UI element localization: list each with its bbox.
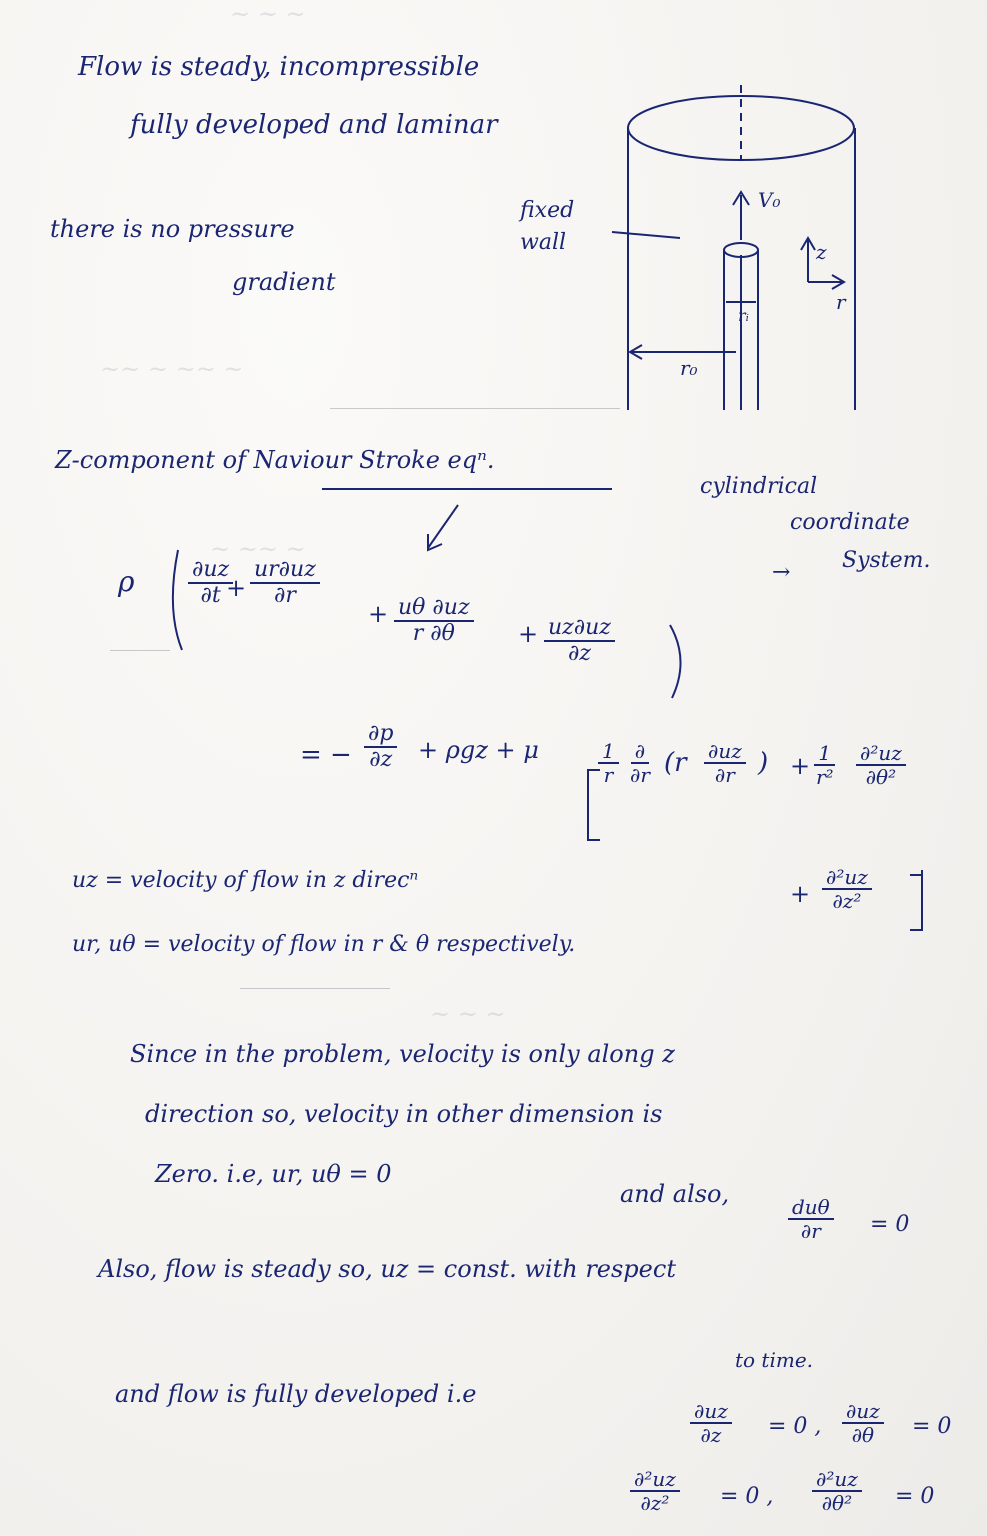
denominator: ∂θ² xyxy=(821,1491,853,1515)
coord-line-2: coordinate xyxy=(790,510,910,535)
uz-definition: uz = velocity of flow in z direcⁿ xyxy=(72,868,419,893)
fixed-wall-label-2: wall xyxy=(520,230,567,255)
term-convective-z xyxy=(544,616,615,666)
v0-label: V₀ xyxy=(758,188,781,212)
plus-sign: + xyxy=(226,574,247,602)
coord-line-1: cylindrical xyxy=(700,474,818,499)
denominator: ∂z² xyxy=(832,889,862,913)
denominator: ∂z² xyxy=(640,1491,670,1515)
equals-minus: = − xyxy=(300,740,352,770)
numerator: ∂uz xyxy=(842,1400,884,1424)
denominator: ∂θ² xyxy=(865,765,897,789)
faint-rule xyxy=(240,988,390,989)
since-line-1: Since in the problem, velocity is only along z xyxy=(130,1040,675,1068)
numerator: ∂²uz xyxy=(630,1468,680,1492)
denominator: ∂r xyxy=(273,583,296,609)
d2uz-dz2-condition xyxy=(630,1468,680,1514)
r0-label: r₀ xyxy=(680,356,698,380)
also-line-2: to time. xyxy=(735,1348,814,1372)
term-d-dr xyxy=(626,740,654,786)
denominator: r ∂θ xyxy=(412,621,455,647)
ri-label: rᵢ xyxy=(738,306,749,325)
equals-zero: = 0 , xyxy=(768,1414,822,1439)
numerator: ∂ xyxy=(631,740,649,764)
equals-zero: = 0 xyxy=(912,1414,952,1439)
since-line-2: direction so, velocity in other dimension is xyxy=(145,1100,663,1128)
plus-sign: + xyxy=(518,620,539,648)
denominator: ∂r xyxy=(630,763,650,787)
term-d2uz-dtheta2 xyxy=(856,742,906,788)
numerator: ∂uz xyxy=(188,558,233,584)
faint-rule xyxy=(330,408,620,409)
gravity-term: + ρgz + μ xyxy=(418,736,539,764)
assumptions-line-2: fully developed and laminar xyxy=(130,110,498,140)
equals-zero: = 0 , xyxy=(720,1484,774,1509)
pressure-line-2: gradient xyxy=(232,268,336,296)
denominator: ∂z xyxy=(567,641,591,667)
term-1-over-r xyxy=(598,740,619,786)
denominator: r xyxy=(603,763,614,787)
open-paren-r: (r xyxy=(664,748,687,778)
equals-zero: = 0 xyxy=(895,1484,935,1509)
numerator: duθ xyxy=(788,1196,834,1220)
bleed-through-mark: ~ ~ ~ xyxy=(230,0,306,28)
denominator: ∂r xyxy=(800,1219,821,1243)
denominator: ∂z xyxy=(700,1423,722,1447)
numerator: ∂²uz xyxy=(812,1468,862,1492)
denominator: ∂z xyxy=(369,747,393,773)
numerator: 1 xyxy=(814,742,835,766)
since-line-3a: Zero. i.e, ur, uθ = 0 xyxy=(155,1160,392,1188)
bleed-through-mark: ~ ~~ ~ xyxy=(210,535,306,563)
denominator: r² xyxy=(816,765,834,789)
ur-utheta-definition: ur, uθ = velocity of flow in r & θ respectively. xyxy=(72,932,576,957)
heading-underline xyxy=(322,488,612,490)
plus-sign: + xyxy=(790,880,811,908)
numerator: ∂p xyxy=(364,722,397,748)
plus-sign: + xyxy=(790,752,811,780)
fixed-wall-label: fixed xyxy=(520,198,575,223)
term-convective-r xyxy=(250,558,320,608)
coord-line-3: System. xyxy=(842,548,931,573)
r-axis-label: r xyxy=(836,290,846,314)
z-axis-label: z xyxy=(816,240,827,264)
duz-dtheta-condition xyxy=(842,1400,884,1446)
term-convective-theta xyxy=(394,596,474,646)
bleed-through-mark: ~~ ~ ~~ ~ xyxy=(100,355,244,383)
denominator: ∂r xyxy=(714,763,735,787)
term-1-over-r2 xyxy=(812,742,838,788)
equals-zero: = 0 xyxy=(870,1212,910,1237)
assumptions-line-1: Flow is steady, incompressible xyxy=(78,52,480,82)
d2uz-dtheta2-condition xyxy=(812,1468,862,1514)
numerator: ∂uz xyxy=(704,740,746,764)
numerator: uθ ∂uz xyxy=(394,596,474,622)
numerator: uz∂uz xyxy=(544,616,615,642)
rho-symbol: ρ xyxy=(118,565,135,598)
numerator: ∂²uz xyxy=(822,866,872,890)
numerator: 1 xyxy=(598,740,619,764)
duth-dr-condition xyxy=(788,1196,834,1242)
faint-rule xyxy=(110,650,170,651)
navier-stokes-heading: Z-component of Naviour Stroke eqⁿ. xyxy=(55,446,495,474)
arrow-mark: → xyxy=(772,560,791,585)
term-pressure-gradient xyxy=(364,722,397,772)
duz-dz-condition xyxy=(690,1400,732,1446)
also-line-1: Also, flow is steady so, uz = const. with respect xyxy=(98,1255,676,1283)
since-line-3b: and also, xyxy=(620,1180,730,1208)
term-d2uz-dz2 xyxy=(822,866,872,912)
numerator: ur∂uz xyxy=(250,558,320,584)
pressure-line-1: there is no pressure xyxy=(50,215,295,243)
denominator: ∂θ xyxy=(851,1423,875,1447)
denominator: ∂t xyxy=(200,583,221,609)
plus-sign: + xyxy=(368,600,389,628)
numerator: ∂²uz xyxy=(856,742,906,766)
numerator: ∂uz xyxy=(690,1400,732,1424)
close-paren: ) xyxy=(758,748,769,778)
term-duz-dr xyxy=(704,740,746,786)
bleed-through-mark: ~ ~ ~ xyxy=(430,1000,506,1028)
developed-line: and flow is fully developed i.e xyxy=(115,1380,477,1408)
